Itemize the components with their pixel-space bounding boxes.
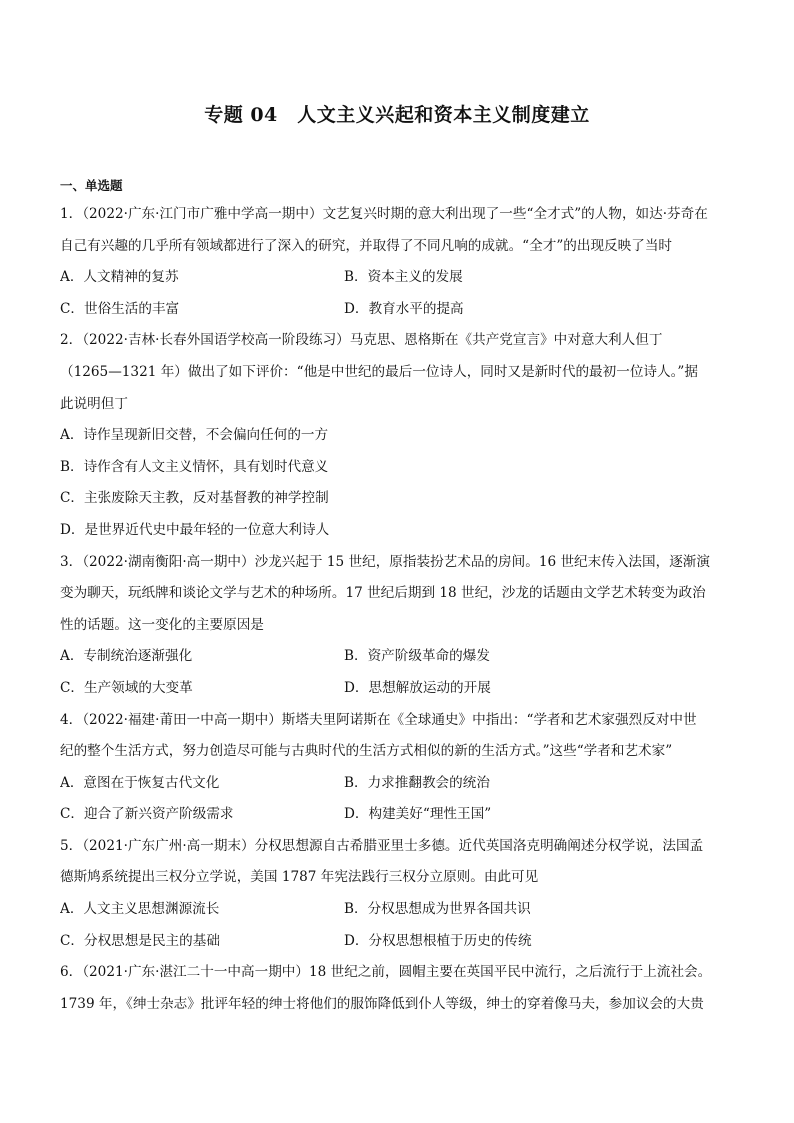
answer-option[interactable]: C．世俗生活的丰富 xyxy=(60,300,180,317)
answer-option[interactable]: C．迎合了新兴资产阶级需求 xyxy=(60,806,234,823)
option-row xyxy=(60,768,736,800)
answer-option[interactable]: C．生产领域的大变革 xyxy=(60,679,193,696)
answer-option[interactable]: C．分权思想是民主的基础 xyxy=(60,932,220,949)
option-row xyxy=(60,926,736,958)
section-heading: 一、单选题 xyxy=(60,178,123,193)
answer-option[interactable]: D．思想解放运动的开展 xyxy=(344,679,491,696)
question-text-line: 3．（2022·湖南衡阳·高一期中）沙龙兴起于 15 世纪，原指装扮艺术品的房间。16 世纪末传入法国，逐渐演 xyxy=(60,553,710,570)
question-1 xyxy=(60,199,736,325)
question-6 xyxy=(60,957,736,1020)
question-text-line: 德斯鸠系统提出三权分立学说，美国 1787 年宪法践行三权分立原则。由此可见 xyxy=(60,869,539,886)
question-text-line: 5．（2021·广东广州·高一期末）分权思想源自古希腊亚里士多德。近代英国洛克明确阐述分权学说，法国孟 xyxy=(60,837,704,854)
option-row xyxy=(60,894,736,926)
answer-option[interactable]: A．意图在于恢复古代文化 xyxy=(60,774,220,791)
question-text-line: 2．（2022·吉林·长春外国语学校高一阶段练习）马克思、恩格斯在《共产党宣言》中对意大利人但丁 xyxy=(60,332,663,349)
option-row xyxy=(60,262,736,294)
question-text-line: （1265—1321 年）做出了如下评价：“他是中世纪的最后一位诗人，同时又是新时代的最初一位诗人。”据 xyxy=(60,363,698,380)
answer-option[interactable]: A．诗作呈现新旧交替，不会偏向任何的一方 xyxy=(60,427,329,444)
question-3 xyxy=(60,547,736,705)
question-text-line: 4．（2022·福建·莆田一中高一期中）斯塔夫里阿诺斯在《全球通史》中指出：“学者和艺术家强烈反对中世 xyxy=(60,711,697,728)
answer-option[interactable]: D．构建美好“理性王国” xyxy=(344,806,492,823)
option-row xyxy=(60,294,736,326)
answer-option[interactable]: D．是世界近代史中最年轻的一位意大利诗人 xyxy=(60,521,330,538)
question-2 xyxy=(60,325,736,546)
question-5 xyxy=(60,831,736,957)
answer-option[interactable]: B．分权思想成为世界各国共识 xyxy=(344,901,531,918)
option-row xyxy=(60,673,736,705)
answer-option[interactable]: B．资本主义的发展 xyxy=(344,269,463,286)
question-text-line: 此说明但丁 xyxy=(60,395,128,412)
answer-option[interactable]: B．力求推翻教会的统治 xyxy=(344,774,490,791)
answer-option[interactable]: D．教育水平的提高 xyxy=(344,300,464,317)
question-text-line: 1739 年，《绅士杂志》批评年轻的绅士将他们的服饰降低到仆人等级，绅士的穿着像马夫，参加议会的大贵 xyxy=(60,995,704,1012)
option-row xyxy=(60,641,736,673)
answer-option[interactable]: D．分权思想根植于历史的传统 xyxy=(344,932,532,949)
question-4 xyxy=(60,705,736,831)
question-text-line: 纪的整个生活方式，努力创造尽可能与古典时代的生活方式相似的新的生活方式。”这些“学者和艺术家” xyxy=(60,743,673,760)
page-title: 专题 04 人文主义兴起和资本主义制度建立 xyxy=(204,104,590,126)
question-text-line: 自己有兴趣的几乎所有领域都进行了深入的研究，并取得了不同凡响的成就。“全才”的出现反映了当时 xyxy=(60,237,673,254)
answer-option[interactable]: A．人文精神的复苏 xyxy=(60,269,179,286)
answer-option[interactable]: C．主张废除天主教，反对基督教的神学控制 xyxy=(60,490,329,507)
question-text-line: 6．（2021·广东·湛江二十一中高一期中）18 世纪之前，圆帽主要在英国平民中流行，之后流行于上流社会。 xyxy=(60,964,712,981)
answer-option[interactable]: B．诗作含有人文主义情怀，具有划时代意义 xyxy=(60,458,329,475)
question-text-line: 变为聊天，玩纸牌和谈论文学与艺术的种场所。17 世纪后期到 18 世纪，沙龙的话题由文学艺术转变为政治 xyxy=(60,585,706,602)
answer-option[interactable]: A．人文主义思想渊源流长 xyxy=(60,901,220,918)
question-text-line: 性的话题。这一变化的主要原因是 xyxy=(60,616,264,633)
answer-option[interactable]: B．资产阶级革命的爆发 xyxy=(344,648,490,665)
answer-option[interactable]: A．专制统治逐渐强化 xyxy=(60,648,193,665)
question-text-line: 1．（2022·广东·江门市广雅中学高一期中）文艺复兴时期的意大利出现了一些“全才式”的人物，如达·芬奇在 xyxy=(60,206,708,222)
question-list xyxy=(60,199,736,1020)
option-row xyxy=(60,799,736,831)
